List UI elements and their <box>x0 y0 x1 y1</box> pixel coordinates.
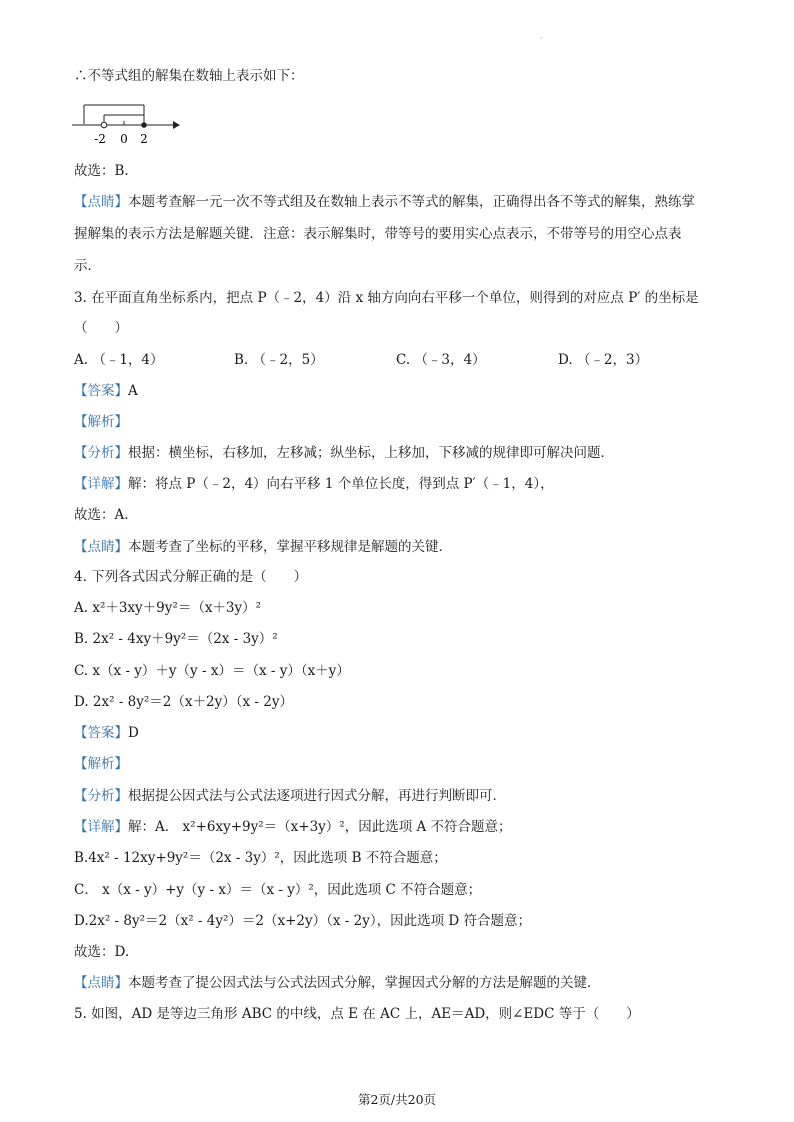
q3-option-c: C. （﹣3，4） <box>396 352 486 368</box>
q4-choice: 故选：D. <box>74 944 130 960</box>
q4-option-b: B. 2x² - 4xy＋9y²＝（2x - 3y）² <box>74 631 278 647</box>
q5-stem: 5. 如图，AD 是等边三角形 ABC 的中线，点 E 在 AC 上，AE＝AD，则∠EDC 等于（ ） <box>74 1006 640 1022</box>
q4-xiangjie: 【详解】解：A． x²+6xy+9y²＝（x+3y）²，因此选项 A 不符合题意； <box>74 819 512 835</box>
number-line-figure <box>70 97 190 147</box>
q4-comment: 【点睛】本题考查了提公因式法与公式法因式分解，掌握因式分解的方法是解题的关键． <box>74 975 601 991</box>
comment-tag: 【点睛】 <box>74 194 128 210</box>
axis-arrow <box>173 121 180 129</box>
open-point <box>101 122 107 128</box>
q4-stem: 4. 下列各式因式分解正确的是（ ） <box>74 569 308 585</box>
q3-option-a: A. （﹣1，4） <box>74 352 164 368</box>
intro-text: ∴不等式组的解集在数轴上表示如下： <box>74 68 304 84</box>
q3-xiangjie: 【详解】解：将点 P（﹣2，4）向右平移 1 个单位长度，得到点 P′（﹣1，4）， <box>74 476 554 492</box>
q4-answer: 【答案】D <box>74 725 139 741</box>
q4-fenxi: 【分析】根据提公因式法与公式法逐项进行因式分解，再进行判断即可． <box>74 788 506 804</box>
q4-line-c: C． x（x - y）+y（y - x）＝（x - y）²，因此选项 C 不符合题意； <box>74 882 482 898</box>
q2-comment-line3: 示． <box>74 258 101 274</box>
closed-point <box>141 122 147 128</box>
tick-label-2: 2 <box>140 132 148 146</box>
q3-stem-paren: （ ） <box>74 320 128 336</box>
scan-mark: · <box>540 34 543 43</box>
q3-stem: 3. 在平面直角坐标系内，把点 P（﹣2，4）沿 x 轴方向向右平移一个单位，则得到的对应点 P′ 的坐标是 <box>74 290 699 306</box>
q4-analysis-tag: 【解析】 <box>74 756 128 772</box>
q3-fenxi: 【分析】根据：横坐标，右移加，左移减；纵坐标，上移加，下移减的规律即可解决问题． <box>74 445 614 461</box>
q2-choice: 故选：B. <box>74 163 129 179</box>
q3-analysis-tag: 【解析】 <box>74 414 128 430</box>
page-footer: 第2页/共20页 <box>357 1092 437 1107</box>
q2-comment-line1: 【点睛】本题考查解一元一次不等式组及在数轴上表示不等式的解集，正确得出各不等式的解集，熟练掌 <box>74 194 695 210</box>
q3-option-d: D. （﹣2，3） <box>558 352 649 368</box>
tick-label-neg2: -2 <box>94 132 106 146</box>
tick-label-0: 0 <box>120 132 128 146</box>
q4-line-b: B.4x² - 12xy+9y²＝（2x - 3y）²，因此选项 B 不符合题意； <box>74 850 447 866</box>
q4-option-c: C. x（x - y）＋y（y - x）＝（x - y）（x＋y） <box>74 663 350 679</box>
q2-comment-line2: 握解集的表示方法是解题关键．注意：表示解集时，带等号的要用实心点表示，不带等号的用空心点表 <box>74 226 682 242</box>
q4-line-d: D.2x² - 8y²＝2（x² - 4y²）＝2（x+2y）（x - 2y），因此选项 D 符合题意； <box>74 913 532 929</box>
q3-answer: 【答案】A <box>74 383 138 399</box>
q4-option-d: D. 2x² - 8y²＝2（x＋2y）（x - 2y） <box>74 694 293 710</box>
q3-option-b: B. （﹣2，5） <box>234 352 324 368</box>
q4-option-a: A. x²＋3xy＋9y²＝（x＋3y）² <box>74 600 262 616</box>
q3-choice: 故选：A. <box>74 507 129 523</box>
q3-comment: 【点睛】本题考查了坐标的平移，掌握平移规律是解题的关键． <box>74 539 452 555</box>
